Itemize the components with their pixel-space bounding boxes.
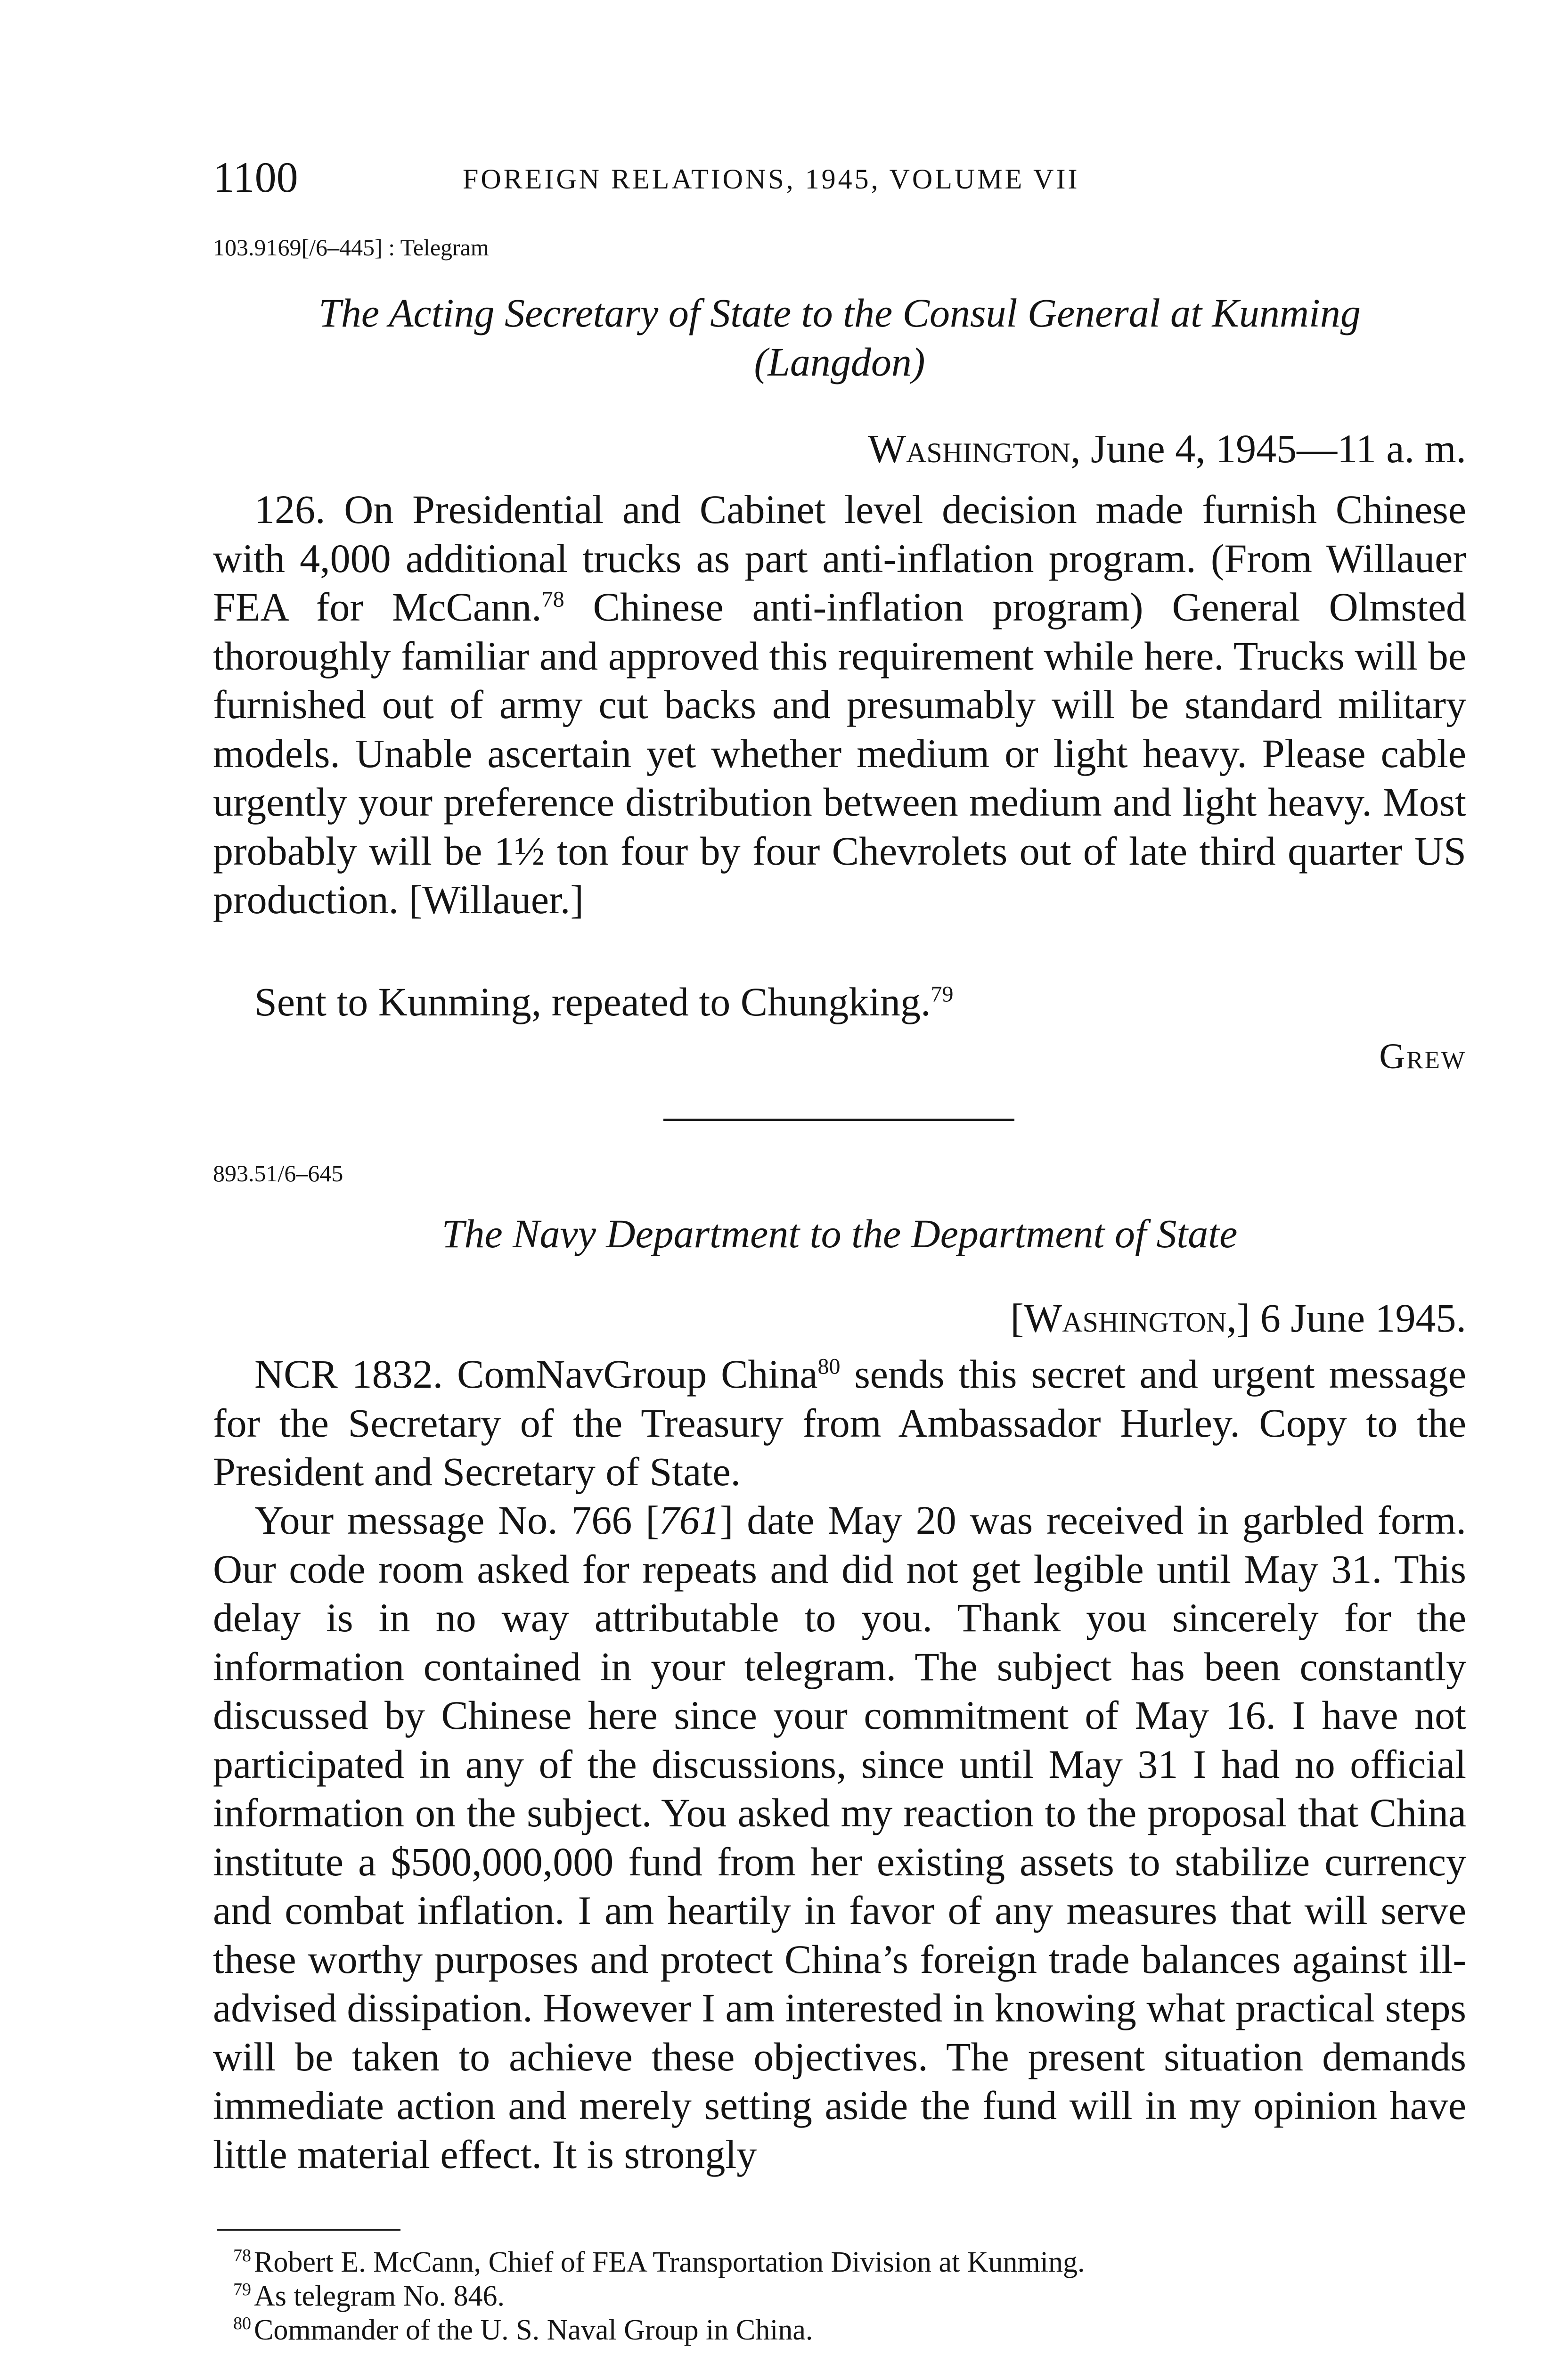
dateline-2 <box>1011 1293 1467 1342</box>
footnote-78-number: 78 <box>233 2246 251 2266</box>
signature-1: Grew <box>1379 1037 1466 1076</box>
para-2-part2: ] date May 20 was received in garbled form. Our code room asked for repeats and did not get legible until May 31. This delay is in no way attributable to you. Thank you sincerely for the information contained in your telegram. The subject has been constantly discussed by Chinese here since your commitment of May 16. I have not participated in any of the discussions, since until May 31 I had no official information on the subject. You asked my reaction to the proposal that China institute a $500,000,000 fund from her existing assets to stabilize currency and combat inflation. I am heartily in favor of any measures that will serve these worthy purposes and protect China’s foreign trade balances against ill-advised dissipation. However I am interested in knowing what practical steps will be taken to achieve these objectives. The present situation demands immediate action and merely setting aside the fund will in my opinion have little material effect. It is strongly <box>213 1497 1466 2177</box>
file-number-2: 893.51/6–645 <box>213 1160 343 1186</box>
footnote-79-text: As telegram No. 846. <box>254 2280 505 2312</box>
footnote-ref-79: 79 <box>931 982 954 1007</box>
body-1-part2: Chinese anti-inflation program) General Olmsted thoroughly familiar and approved this requirement while here. Trucks will be furnished out of army cut backs and presumably will be standard military models. Unable ascertain yet whether medium or light heavy. Please cable urgently your preference distribution between medium and light heavy. Most probably will be 1½ ton four by four Chevrolets out of late third quarter US production. [Willauer.] <box>213 584 1466 922</box>
body-1-part1: 126. On Presidential and Cabinet level decision made furnish Chinese with 4,000 additional trucks as part anti-inflation program. (From Willauer FEA for McCann. <box>213 487 1466 630</box>
footnote-80-number: 80 <box>233 2314 251 2334</box>
page-number: 1100 <box>213 153 298 201</box>
footnote-78-text: Robert E. McCann, Chief of FEA Transportation Division at Kunming. <box>254 2246 1085 2278</box>
footnote-ref-78: 78 <box>541 587 564 612</box>
dateline-2-rest: 6 June 1945. <box>1250 1295 1466 1341</box>
para-2-italic-number: 761 <box>659 1497 720 1543</box>
dateline-1-place: Washington <box>867 426 1070 471</box>
document-title-1-line1: The Acting Secretary of State to the Consul General at Kunming <box>318 290 1361 335</box>
footnote-78 <box>233 2245 1468 2279</box>
footnote-80-text: Commander of the U. S. Naval Group in China. <box>254 2314 813 2346</box>
sent-note-1 <box>213 978 1466 1027</box>
dateline-2-place: [Washington,] <box>1010 1295 1250 1341</box>
footnote-ref-80: 80 <box>817 1354 841 1379</box>
footnote-80 <box>233 2313 1468 2347</box>
running-head-title: FOREIGN RELATIONS, 1945, VOLUME VII <box>463 164 1080 195</box>
footnote-79 <box>233 2279 1468 2313</box>
sent-note-text: Sent to Kunming, repeated to Chungking. <box>254 979 931 1024</box>
footnote-79-number: 79 <box>233 2280 251 2300</box>
document-title-2: The Navy Department to the Department of State <box>441 1211 1238 1256</box>
telegram-body-1 <box>213 485 1466 924</box>
message-paragraph-1 <box>213 1350 1466 1497</box>
file-number-1: 103.9169[/6–445] : Telegram <box>213 234 489 261</box>
section-divider <box>663 1119 1014 1121</box>
document-title-1 <box>213 288 1466 386</box>
para-2-part1: Your message No. 766 [ <box>254 1497 659 1543</box>
document-title-1-line2: (Langdon) <box>754 339 925 384</box>
footnote-rule <box>217 2229 400 2231</box>
dateline-1-rest: , June 4, 1945—11 a. m. <box>1070 426 1466 471</box>
message-paragraph-2 <box>213 1496 1466 2179</box>
para-1-part1: NCR 1832. ComNavGroup China <box>254 1351 818 1397</box>
para-1-part2: sends this secret and urgent message for the Secretary of the Treasury from Ambassador Hurley. Copy to the President and Secretary of State. <box>213 1351 1466 1494</box>
running-head <box>213 149 1466 205</box>
dateline-1 <box>868 424 1466 473</box>
